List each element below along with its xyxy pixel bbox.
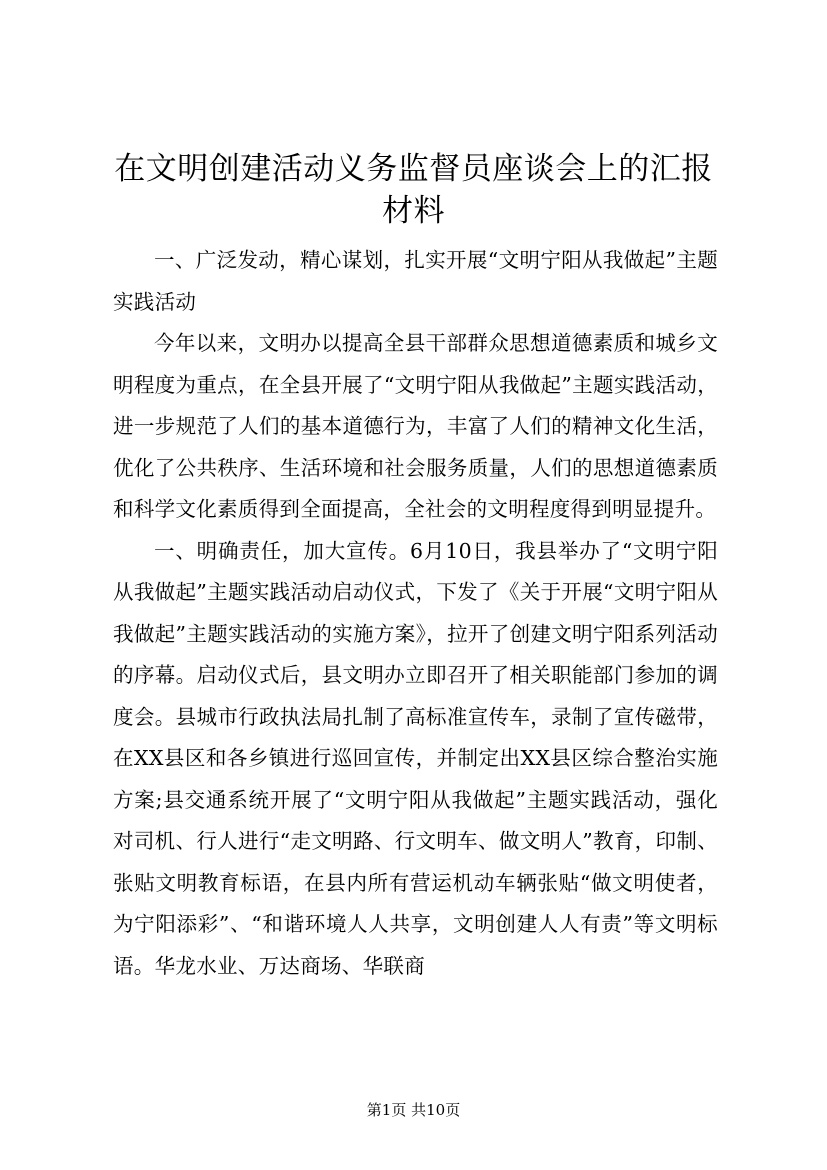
body-paragraph: 今年以来，文明办以提高全县干部群众思想道德素质和城乡文明程度为重点，在全县开展了“文明宁阳从我做起”主题实践活动，进一步规范了人们的基本道德行为，丰富了人们的精神文化生活，优化了公共秩序、生活环境和社会服务质量，人们的思想道德素质和科学文化素质得到全面提高，全社会的文明程度得到明显提升。 xyxy=(113,331,718,521)
page-footer: 第1页 共10页 xyxy=(366,1101,461,1119)
body-paragraph: 一、明确责任，加大宣传。6月10日，我县举办了“文明宁阳从我做起”主题实践活动启动仪式，下发了《关于开展“文明宁阳从我做起”主题实践活动的实施方案》，拉开了创建文明宁阳系列活动的序幕。启动仪式后，县文明办立即召开了相关职能部门参加的调度会。县城市行政执法局扎制了高标准宣传车，录制了宣传磁带，在XX县区和各乡镇进行巡回宣传，并制定出XX县区综合整治实施方案;县交通系统开展了“文明宁阳从我做起”主题实践活动，强化对司机、行人进行“走文明路、行文明车、做文明人”教育，印制、张贴文明教育标语，在县内所有营运机动车辆张贴“做文明使者，为宁阳添彩”、“和谐环境人人共享，文明创建人人有责”等文明标语。华龙水业、万达商场、华联商 xyxy=(113,538,718,978)
document-title: 在文明创建活动义务监督员座谈会上的汇报材料 xyxy=(114,151,713,229)
document-body xyxy=(113,240,718,987)
section-heading: 一、广泛发动，精心谋划，扎实开展“文明宁阳从我做起”主题实践活动 xyxy=(113,248,718,314)
